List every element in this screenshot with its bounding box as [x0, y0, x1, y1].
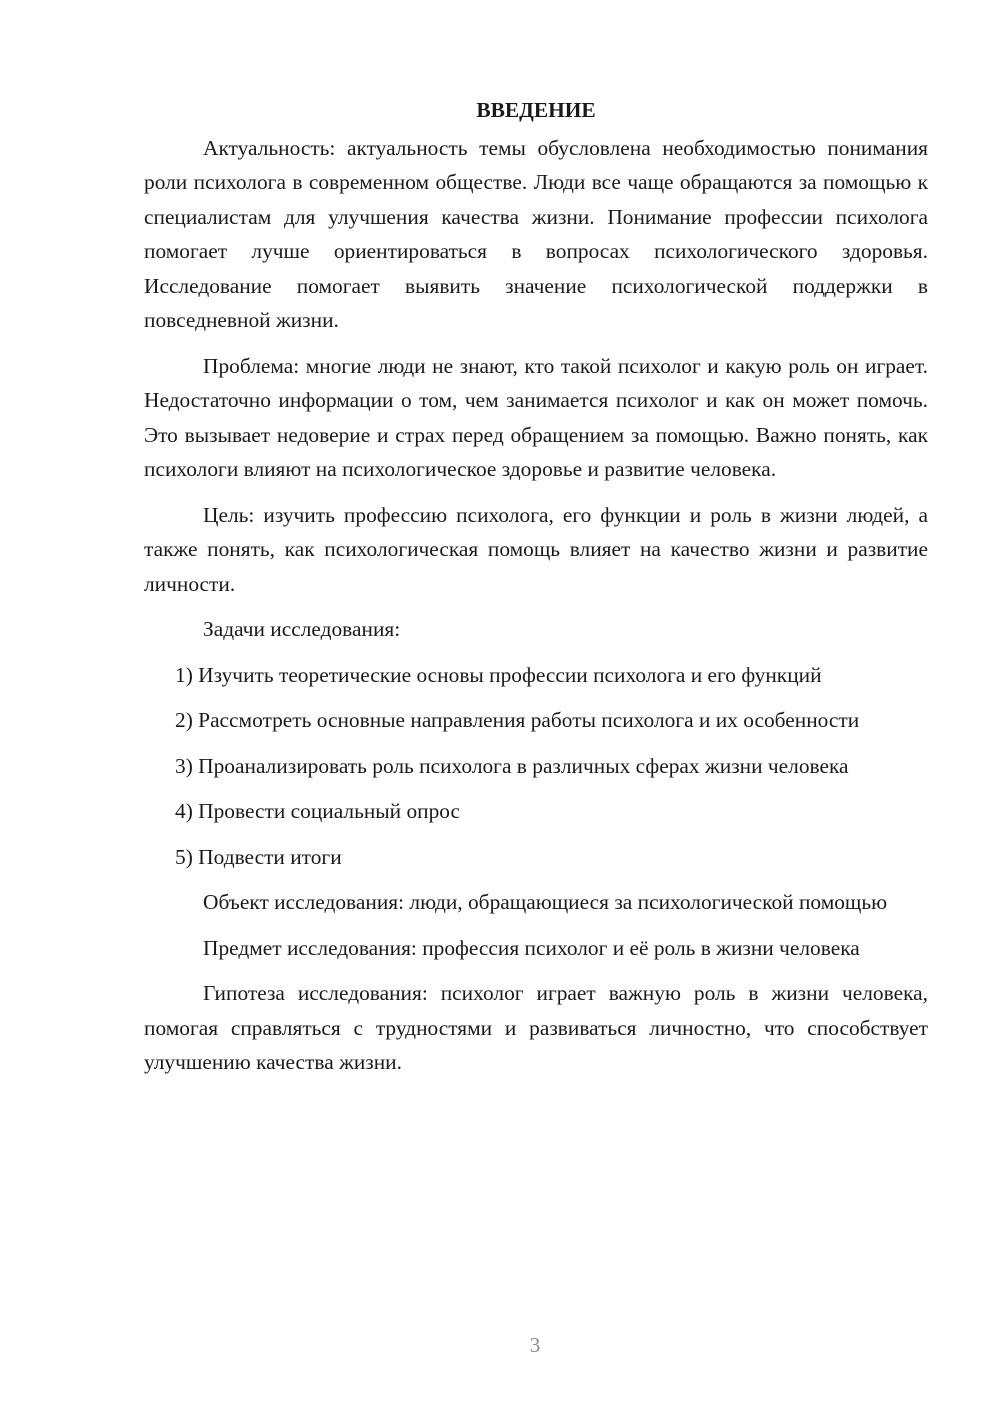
relevance-paragraph: Актуальность: актуальность темы обусловлена необходимостью понимания роли психолога в современном обществе. Люди все чаще обращаются за помощью к специалистам для улучшения качества жизни. Понимание профессии психолога помогает лучше ориентироваться в вопросах психологического здоровья. Исследование помогает выявить значение психологической поддержки в повседневной жизни. — [144, 135, 928, 332]
subject-paragraph: Предмет исследования: профессия психолог и её роль в жизни человека — [203, 935, 860, 960]
goal-paragraph: Цель: изучить профессию психолога, его функции и роль в жизни людей, а также понять, как психологическая помощь влияет на качество жизни и развитие личности. — [144, 502, 928, 596]
page-title: ВВЕДЕНИЕ — [476, 98, 596, 122]
task-item-1: 1) Изучить теоретические основы профессии психолога и его функций — [175, 662, 822, 687]
task-item-4: 4) Провести социальный опрос — [175, 799, 461, 823]
page-number: 3 — [529, 1333, 541, 1357]
problem-paragraph: Проблема: многие люди не знают, кто такой психолог и какую роль он играет. Недостаточно информации о том, чем занимается психолог и как он может помочь. Это вызывает недоверие и страх перед обращением за помощью. Важно понять, как психологи влияют на психологическое здоровье и развитие человека. — [144, 353, 928, 481]
task-item-5: 5) Подвести итоги — [175, 844, 342, 869]
object-paragraph: Объект исследования: люди, обращающиеся за психологической помощью — [203, 890, 888, 914]
tasks-heading: Задачи исследования: — [203, 617, 401, 641]
page-content — [144, 93, 928, 1091]
task-item-2: 2) Рассмотреть основные направления работы психолога и их особенности — [175, 708, 860, 732]
hypothesis-paragraph: Гипотеза исследования: психолог играет важную роль в жизни человека, помогая справляться с трудностями и развиваться личностно, что способствует улучшению качества жизни. — [144, 981, 928, 1074]
task-item-3: 3) Проанализировать роль психолога в различных сферах жизни человека — [175, 753, 849, 778]
